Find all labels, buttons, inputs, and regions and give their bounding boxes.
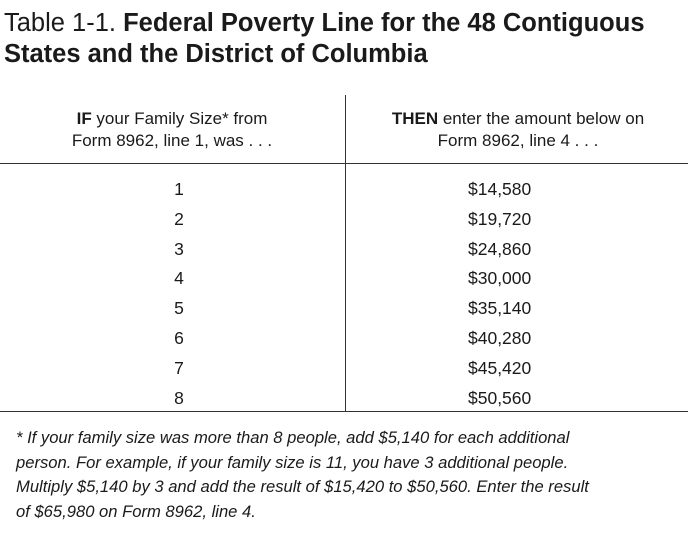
- family-size-cell: 8: [174, 387, 184, 408]
- table-footnote: [16, 426, 676, 524]
- footnote-line: Multiply $5,140 by 3 and add the result of $15,420 to $50,560. Enter the result: [16, 477, 589, 496]
- amount-cell: $50,560: [468, 387, 532, 408]
- header-then-lead: THEN: [391, 109, 439, 128]
- family-size-cell: 5: [174, 298, 184, 319]
- table-row: [0, 205, 688, 235]
- table-row: [0, 384, 688, 414]
- table-title: [4, 8, 684, 70]
- header-family-size-rest: your Family Size* from: [91, 109, 268, 128]
- amount-cell: $45,420: [468, 357, 532, 378]
- table-title-text: Federal Poverty Line for the 48 Contiguous States and the District of Columbia: [4, 9, 645, 68]
- header-family-size-line1: [0, 108, 344, 130]
- amount-cell: $40,280: [468, 327, 532, 348]
- table-row: [0, 235, 688, 265]
- amount-cell: $30,000: [468, 268, 532, 289]
- header-family-size-line2: Form 8962, line 1, was . . .: [71, 131, 273, 150]
- family-size-cell: 1: [174, 179, 184, 199]
- table-row: [0, 324, 688, 354]
- amount-cell: $35,140: [468, 298, 532, 319]
- poverty-line-table: [0, 95, 688, 412]
- family-size-cell: 4: [174, 268, 184, 289]
- footnote-line: * If your family size was more than 8 people, add $5,140 for each additional: [16, 428, 570, 447]
- family-size-cell: 6: [174, 327, 184, 348]
- table-row: [0, 175, 688, 205]
- amount-cell: $14,580: [468, 179, 532, 199]
- table-title-prefix: Table 1-1.: [4, 9, 124, 37]
- header-if-lead: IF: [76, 109, 92, 128]
- header-amount-line1: [348, 108, 688, 130]
- table-row: [0, 294, 688, 324]
- family-size-cell: 7: [174, 357, 184, 378]
- footnote-line: of $65,980 on Form 8962, line 4.: [16, 501, 256, 521]
- family-size-cell: 3: [174, 238, 184, 259]
- table-header: [0, 95, 688, 164]
- table-row: [0, 354, 688, 384]
- amount-cell: $19,720: [468, 208, 532, 229]
- table-body: [0, 164, 688, 412]
- amount-cell: $24,860: [468, 238, 532, 259]
- header-amount-line2: Form 8962, line 4 . . .: [437, 131, 599, 150]
- footnote-line: person. For example, if your family size is 11, you have 3 additional people.: [16, 452, 569, 472]
- header-family-size: [0, 108, 344, 152]
- family-size-cell: 2: [174, 208, 184, 229]
- header-amount-rest: enter the amount below on: [438, 109, 645, 128]
- table-row: [0, 264, 688, 294]
- header-amount: [348, 108, 688, 152]
